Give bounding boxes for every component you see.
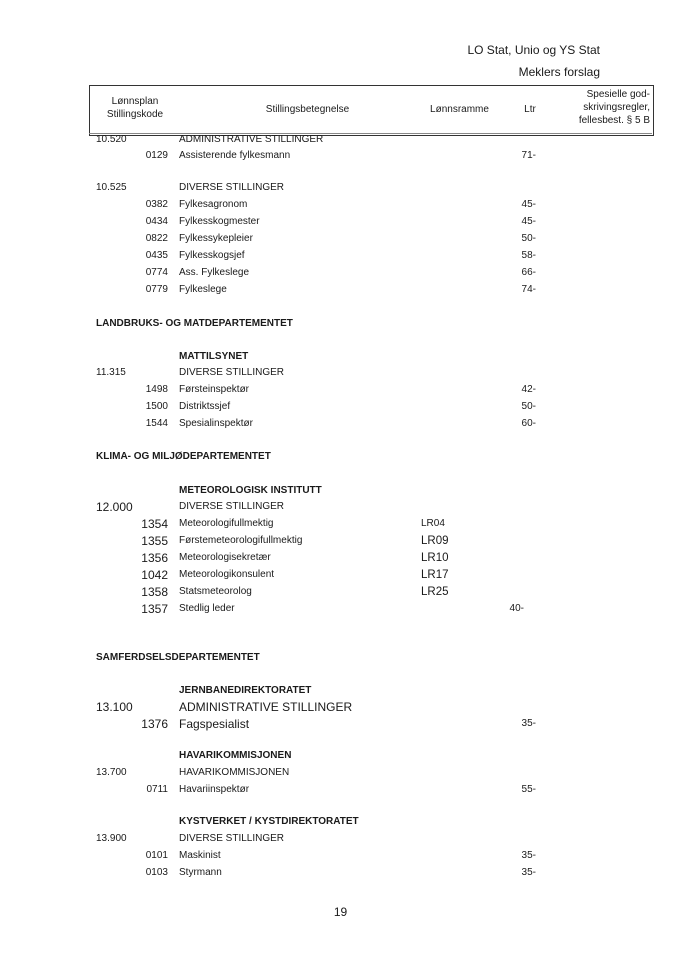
table-row: 0435 Fylkesskogsjef 58- bbox=[145, 250, 536, 261]
table-row: 1357 Stedlig leder 40- bbox=[141, 602, 524, 616]
ministry-heading: SAMFERDSELSDEPARTEMENTET bbox=[96, 652, 260, 663]
table-row: 1376 Fagspesialist 35- bbox=[141, 717, 536, 731]
table-row: 10.520 ADMINISTRATIVE STILLINGER bbox=[96, 134, 324, 145]
table-row: 1500 Distriktssjef 50- bbox=[145, 401, 536, 412]
table-row: 13.100 ADMINISTRATIVE STILLINGER bbox=[96, 700, 353, 714]
header-title-column: Stillingsbetegnelse bbox=[265, 104, 350, 115]
header-range-column: Lønnsramme bbox=[430, 104, 489, 115]
table-row: 1356 Meteorologisekretær LR10 bbox=[141, 551, 449, 565]
header-proposal: Meklers forslag bbox=[518, 65, 600, 79]
table-row: 1358 Statsmeteorolog LR25 bbox=[141, 585, 449, 599]
header-code-column: Lønnsplan Stillingskode bbox=[106, 96, 164, 120]
table-row: 1498 Førsteinspektør 42- bbox=[145, 384, 536, 395]
table-row: 0711 Havariinspektør 55- bbox=[146, 784, 536, 795]
agency-heading: HAVARIKOMMISJONEN bbox=[179, 750, 292, 761]
table-row: 1355 Førstemeteorologifullmektig LR09 bbox=[141, 534, 449, 548]
agency-heading: KYSTVERKET / KYSTDIREKTORATET bbox=[179, 816, 359, 827]
table-row: 12.000 DIVERSE STILLINGER bbox=[96, 500, 285, 514]
agency-heading: JERNBANEDIREKTORATET bbox=[179, 685, 312, 696]
table-row: 0822 Fylkessykepleier 50- bbox=[145, 233, 536, 244]
header-ltr-column: Ltr bbox=[524, 104, 536, 115]
table-header bbox=[89, 85, 654, 136]
table-row: 1544 Spesialinspektør 60- bbox=[145, 418, 536, 429]
table-row: 0129 Assisterende fylkesmann 71- bbox=[145, 150, 536, 161]
ministry-heading: KLIMA- OG MILJØDEPARTEMENTET bbox=[96, 451, 271, 462]
table-row: 13.700 HAVARIKOMMISJONEN bbox=[96, 767, 290, 778]
table-row: 0101 Maskinist 35- bbox=[145, 850, 536, 861]
header-special-rules-column: Spesielle god- skrivingsregler, fellesbest. § 5 B bbox=[578, 89, 650, 126]
table-row: 0434 Fylkesskogmester 45- bbox=[145, 216, 536, 227]
header-parties: LO Stat, Unio og YS Stat bbox=[467, 43, 600, 57]
table-row: 0382 Fylkesagronom 45- bbox=[145, 199, 536, 210]
table-row: 0779 Fylkeslege 74- bbox=[145, 284, 536, 295]
table-row: 0103 Styrmann 35- bbox=[145, 867, 536, 878]
table-row: 1042 Meteorologikonsulent LR17 bbox=[141, 568, 449, 582]
agency-heading: METEOROLOGISK INSTITUTT bbox=[179, 485, 322, 496]
ministry-heading: LANDBRUKS- OG MATDEPARTEMENTET bbox=[96, 318, 293, 329]
agency-heading: MATTILSYNET bbox=[179, 351, 249, 362]
table-row: 13.900 DIVERSE STILLINGER bbox=[96, 833, 285, 844]
table-row: 1354 Meteorologifullmektig LR04 bbox=[141, 517, 445, 531]
page-number: 19 bbox=[333, 905, 348, 919]
table-row: 11.315 DIVERSE STILLINGER bbox=[96, 367, 285, 378]
table-row: 0774 Ass. Fylkeslege 66- bbox=[145, 267, 536, 278]
table-row: 10.525 DIVERSE STILLINGER bbox=[96, 182, 285, 193]
